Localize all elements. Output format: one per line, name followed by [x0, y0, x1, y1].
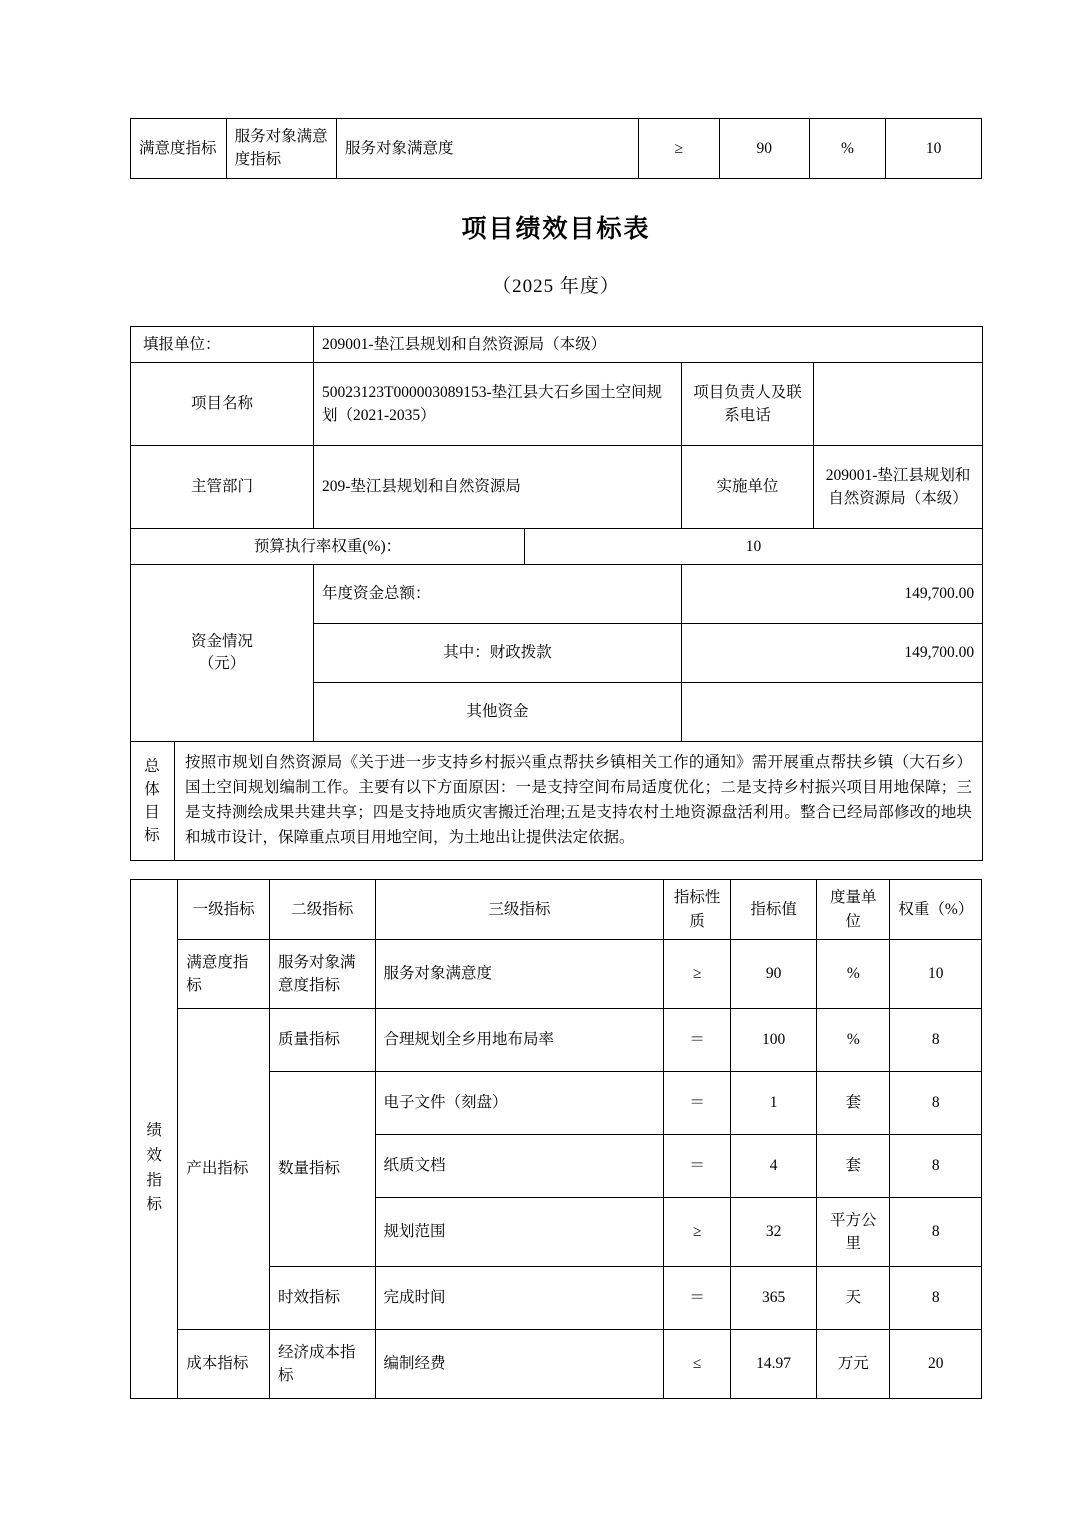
- implement-label: 实施单位: [682, 445, 814, 528]
- funds-label: [131, 565, 314, 742]
- cell-weight: 8: [890, 1008, 982, 1071]
- dept-value: 209-垫江县规划和自然资源局: [314, 445, 682, 528]
- column-header-level3: 三级指标: [375, 880, 664, 940]
- funds-label-line1: 资金情况: [191, 632, 254, 650]
- cell-level3: 电子文件（刻盘）: [375, 1071, 664, 1134]
- fund-row-name: 其中：财政拨款: [314, 624, 682, 683]
- cell-level2: 质量指标: [269, 1008, 375, 1071]
- column-header-weight: 权重（%）: [890, 880, 982, 940]
- cell-nature: ≤: [664, 1329, 731, 1398]
- cell-weight: 8: [890, 1071, 982, 1134]
- table-row: [131, 1008, 982, 1071]
- cell-level2: 服务对象满意度指标: [269, 939, 375, 1008]
- contact-label: 项目负责人及联系电话: [682, 362, 814, 445]
- fund-row-value: [682, 683, 983, 742]
- cell-weight: 8: [890, 1197, 982, 1266]
- cell-level1: 满意度指标: [178, 939, 270, 1008]
- cell-value: 90: [719, 119, 809, 179]
- cell-weight: 10: [890, 939, 982, 1008]
- page-title: 项目绩效目标表: [461, 215, 651, 243]
- overall-goal-label-line1: 总体: [144, 757, 161, 798]
- cell-unit: %: [817, 939, 890, 1008]
- fund-row-value: 149,700.00: [682, 565, 983, 624]
- project-name-value: 50023123T000003089153-垫江县大石乡国土空间规划（2021-2035）: [314, 362, 682, 445]
- cell-unit: %: [809, 119, 886, 179]
- cell-level1: 满意度指标: [131, 119, 227, 179]
- cell-unit: 套: [817, 1134, 890, 1197]
- cell-level3: 编制经费: [375, 1329, 664, 1398]
- overall-goal-label-line2: 目标: [144, 804, 161, 845]
- column-header-unit: 度量单位: [817, 880, 890, 940]
- cell-level3: 纸质文档: [375, 1134, 664, 1197]
- fund-row-name: 其他资金: [314, 683, 682, 742]
- cell-weight: 10: [886, 119, 982, 179]
- table-row-overall-goal: [131, 742, 983, 861]
- cell-nature: ≥: [664, 939, 731, 1008]
- cell-unit: 天: [817, 1266, 890, 1329]
- cell-value: 4: [730, 1134, 816, 1197]
- table-row: [131, 119, 982, 179]
- column-header-nature: 指标性质: [664, 880, 731, 940]
- cell-weight: 8: [890, 1266, 982, 1329]
- project-info-table: [130, 326, 983, 862]
- cell-level3: 服务对象满意度: [336, 119, 638, 179]
- cell-value: 365: [730, 1266, 816, 1329]
- report-unit-value: 209001-垫江县规划和自然资源局（本级）: [314, 326, 983, 362]
- overall-goal-text: 按照市规划自然资源局《关于进一步支持乡村振兴重点帮扶乡镇相关工作的通知》需开展重点帮扶乡镇（大石乡）国土空间规划编制工作。主要有以下方面原因：一是支持空间布局适度优化；二是支持乡村振兴项目用地保障；三是支持测绘成果共建共享；四是支持地质灾害搬迁治理;五是支持农村土地资源盘活利用。整合已经局部修改的地块和城市设计，保障重点项目用地空间，为土地出让提供法定依据。: [175, 742, 983, 861]
- cell-value: 100: [730, 1008, 816, 1071]
- cell-level3: 合理规划全乡用地布局率: [375, 1008, 664, 1071]
- table-row-project-name: [131, 362, 983, 445]
- cell-value: 14.97: [730, 1329, 816, 1398]
- cell-level1: 产出指标: [178, 1008, 270, 1329]
- continued-indicator-table: [130, 118, 982, 179]
- budget-rate-label: 预算执行率权重(%)：: [131, 528, 525, 564]
- overall-goal-label: [131, 742, 175, 861]
- column-header-level2: 二级指标: [269, 880, 375, 940]
- cell-unit: %: [817, 1008, 890, 1071]
- cell-value: 32: [730, 1197, 816, 1266]
- table-header-row: [131, 880, 982, 940]
- fund-row-value: 149,700.00: [682, 624, 983, 683]
- dept-label: 主管部门: [131, 445, 314, 528]
- cell-nature: ＝: [664, 1008, 731, 1071]
- cell-level2: 数量指标: [269, 1071, 375, 1266]
- cell-nature: ＝: [664, 1071, 731, 1134]
- report-unit-label: 填报单位：: [131, 326, 314, 362]
- cell-value: 90: [730, 939, 816, 1008]
- contact-value: [814, 362, 983, 445]
- cell-level3: 服务对象满意度: [375, 939, 664, 1008]
- perf-side-label: 绩 效 指 标: [131, 939, 178, 1398]
- budget-rate-value: 10: [525, 528, 983, 564]
- column-header-level1: 一级指标: [178, 880, 270, 940]
- cell-nature: ＝: [664, 1266, 731, 1329]
- table-row-report-unit: [131, 326, 983, 362]
- cell-nature: ≥: [664, 1197, 731, 1266]
- cell-level1: 成本指标: [178, 1329, 270, 1398]
- page-subtitle: （2025 年度）: [492, 275, 620, 297]
- funds-label-line2: （元）: [198, 655, 246, 672]
- cell-unit: 万元: [817, 1329, 890, 1398]
- cell-level2: 时效指标: [269, 1266, 375, 1329]
- table-row-dept: [131, 445, 983, 528]
- table-row-budget-rate: [131, 528, 983, 564]
- performance-indicator-table: [130, 879, 982, 1399]
- fund-row-name: 年度资金总额：: [314, 565, 682, 624]
- cell-nature: ＝: [664, 1134, 731, 1197]
- column-header-value: 指标值: [730, 880, 816, 940]
- implement-value: 209001-垫江县规划和自然资源局（本级）: [814, 445, 983, 528]
- cell-unit: 平方公里: [817, 1197, 890, 1266]
- table-row-fund-total: [131, 565, 983, 624]
- cell-weight: 20: [890, 1329, 982, 1398]
- cell-level3: 规划范围: [375, 1197, 664, 1266]
- cell-unit: 套: [817, 1071, 890, 1134]
- table-row: [131, 939, 982, 1008]
- cell-weight: 8: [890, 1134, 982, 1197]
- cell-nature: ≥: [638, 119, 719, 179]
- cell-value: 1: [730, 1071, 816, 1134]
- project-name-label: 项目名称: [131, 362, 314, 445]
- cell-level2: 经济成本指标: [269, 1329, 375, 1398]
- cell-level3: 完成时间: [375, 1266, 664, 1329]
- table-row: [131, 1329, 982, 1398]
- cell-level2: 服务对象满意度指标: [226, 119, 336, 179]
